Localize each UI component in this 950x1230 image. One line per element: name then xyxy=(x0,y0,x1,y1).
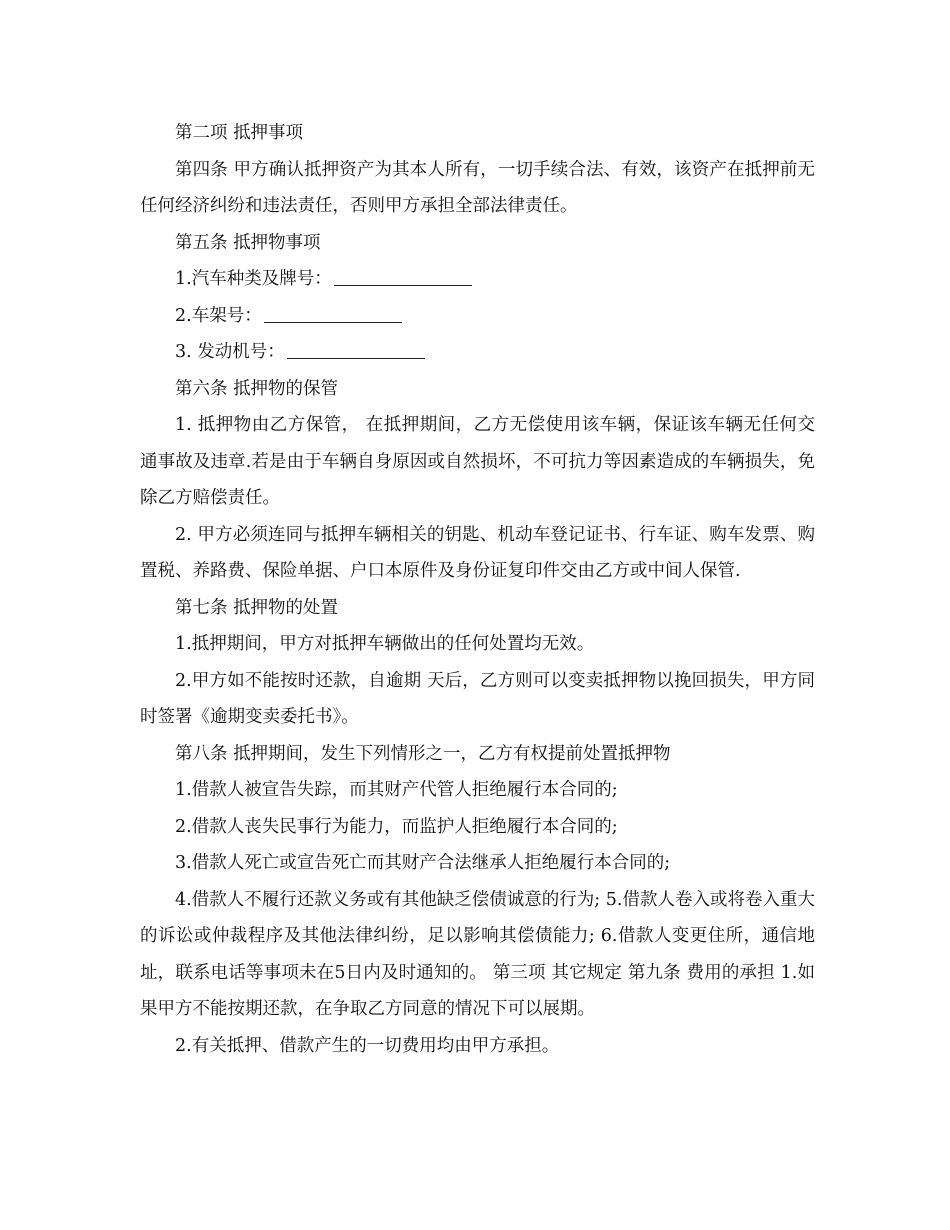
item-label: 1.汽车种类及牌号： xyxy=(175,269,332,289)
article-5-item-1 xyxy=(140,261,815,298)
fill-in-blank xyxy=(334,265,472,286)
article-5-title: 第五条 抵押物事项 xyxy=(175,232,321,253)
article-8-item-1: 1.借款人被宣告失踪，而其财产代管人拒绝履行本合同的; xyxy=(175,780,618,800)
article-7-item-2: 2.甲方如不能按时还款，自逾期 天后，乙方则可以变卖抵押物以挽回损失，甲方同时签署《逾期变卖委托书》。 xyxy=(140,670,815,727)
article-6-title: 第六条 抵押物的保管 xyxy=(175,378,339,399)
item-label: 2.车架号： xyxy=(175,305,262,326)
fill-in-blank xyxy=(264,302,402,323)
article-7-item-1: 1.抵押期间，甲方对抵押车辆做出的任何处置均无效。 xyxy=(175,634,595,654)
article-7-title: 第七条 抵押物的处置 xyxy=(175,597,339,618)
item-label: 3. 发动机号： xyxy=(175,342,285,362)
article-4: 第四条 甲方确认抵押资产为其本人所有，一切手续合法、有效，该资产在抵押前无任何经济纠纷和违法责任，否则甲方承担全部法律责任。 xyxy=(140,159,815,216)
article-6-item-1: 1. 抵押物由乙方保管， 在抵押期间，乙方无偿使用该车辆，保证该车辆无任何交通事故及违章.若是由于车辆自身原因或自然损坏，不可抗力等因素造成的车辆损失，免除乙方赔偿责任。 xyxy=(140,415,815,508)
article-9-item-2: 2.有关抵押、借款产生的一切费用均由甲方承担。 xyxy=(175,1035,560,1056)
article-8-item-4: 4.借款人不履行还款义务或有其他缺乏偿债诚意的行为; 5.借款人卷入或将卷入重大的诉讼或仲裁程序及其他法律纠纷，足以影响其偿债能力; 6.借款人变更住所，通信地址，联系电话等事项未在5日内及时通知的。 第三项 其它规定 第九条 费用的承担 1.如果甲方不能按期还款，在争取乙方同意的情况下可以展期。 xyxy=(140,889,815,1019)
article-6-item-2: 2. 甲方必须连同与抵押车辆相关的钥匙、机动车登记证书、行车证、购车发票、购置税、养路费、保险单据、户口本原件及身份证复印件交由乙方或中间人保管. xyxy=(140,524,815,581)
article-8-item-2: 2.借款人丧失民事行为能力，而监护人拒绝履行本合同的; xyxy=(175,816,618,837)
article-5-item-2 xyxy=(140,298,815,335)
fill-in-blank xyxy=(287,338,425,359)
document-body xyxy=(140,115,815,1064)
article-5-item-3 xyxy=(140,334,815,371)
section-heading: 第二项 抵押事项 xyxy=(175,123,304,143)
article-8-title: 第八条 抵押期间，发生下列情形之一，乙方有权提前处置抵押物 xyxy=(175,743,671,764)
article-8-item-3: 3.借款人死亡或宣告死亡而其财产合法继承人拒绝履行本合同的; xyxy=(175,853,671,873)
